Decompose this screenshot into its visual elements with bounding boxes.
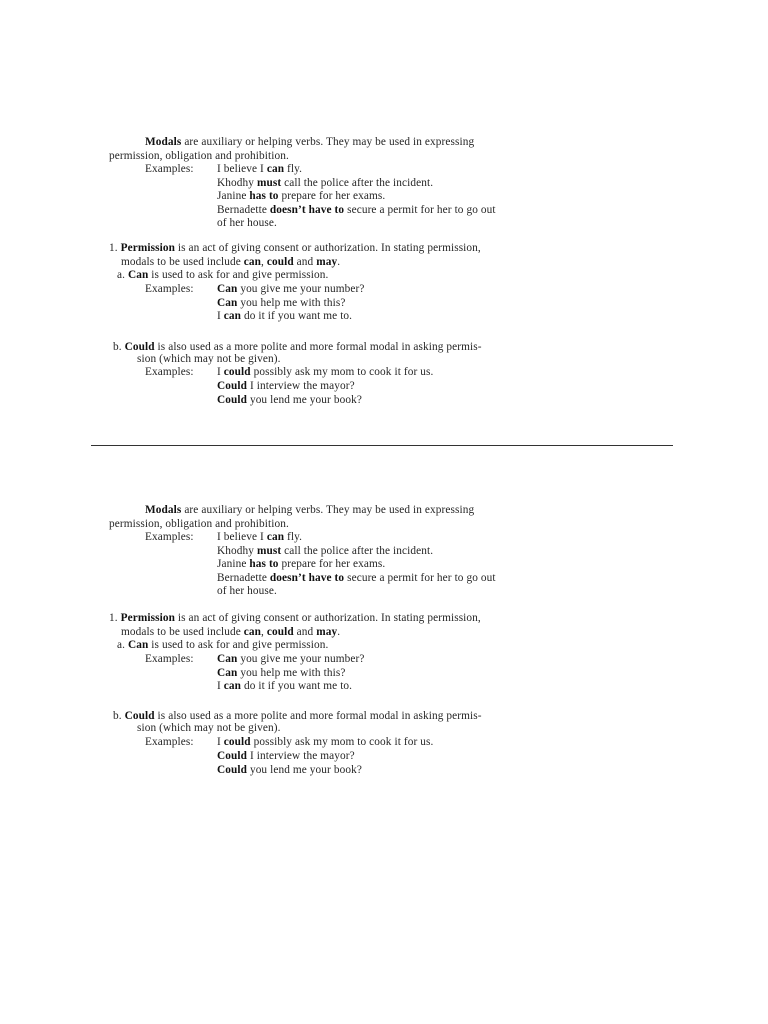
text-run: do it if you want me to.	[241, 680, 353, 692]
text-run: are auxiliary or helping verbs. They may be used in expressing	[181, 136, 475, 148]
bold-term: has to	[249, 558, 279, 570]
text-run: Bernadette	[217, 204, 270, 216]
bold-term: Permission	[120, 612, 175, 624]
bold-term: Can	[217, 283, 238, 295]
permission-definition	[109, 241, 481, 255]
can-heading	[117, 638, 328, 652]
example-sentence	[217, 282, 364, 296]
intro-line-continued	[109, 149, 289, 163]
text-run: secure a permit for her to go out	[344, 572, 496, 584]
text-run: Examples:	[145, 653, 194, 665]
bold-term: can	[243, 626, 262, 638]
bold-term: Can	[217, 667, 238, 679]
text-run: ,	[261, 256, 267, 268]
text-run: call the police after the incident.	[281, 545, 434, 557]
text-run: you give me your number?	[237, 283, 365, 295]
text-run: Khodhy	[217, 177, 257, 189]
text-run: I	[217, 680, 224, 692]
text-run: modals to be used include	[121, 626, 244, 638]
bold-term: must	[256, 177, 282, 189]
example-sentence	[217, 749, 355, 763]
text-run: ,	[261, 626, 267, 638]
bold-term: Could	[217, 750, 248, 762]
example-sentence	[217, 557, 385, 571]
text-run: is an act of giving consent or authorization. In stating permission,	[174, 612, 481, 624]
bold-term: Can	[127, 639, 149, 651]
bold-term: could	[266, 626, 294, 638]
text-run: are auxiliary or helping verbs. They may be used in expressing	[181, 504, 475, 516]
permission-modals	[121, 625, 340, 639]
text-run: you lend me your book?	[247, 764, 362, 776]
bold-term: Can	[127, 269, 149, 281]
text-run: permission, obligation and prohibition.	[109, 518, 289, 530]
text-run: and	[293, 256, 317, 268]
text-run: a.	[117, 639, 128, 651]
text-run: is used to ask for and give permission.	[148, 269, 329, 281]
example-sentence	[217, 679, 352, 693]
text-run: I	[217, 736, 224, 748]
could-heading-continued	[137, 352, 281, 366]
text-run: is an act of giving consent or authorization. In stating permission,	[174, 242, 481, 254]
bold-term: can	[223, 680, 242, 692]
example-sentence	[217, 652, 364, 666]
bold-term: Could	[217, 394, 248, 406]
text-run: Examples:	[145, 366, 194, 378]
text-run: you lend me your book?	[247, 394, 362, 406]
bold-term: may	[316, 256, 338, 268]
example-sentence	[217, 735, 433, 749]
examples-label	[145, 735, 194, 749]
text-run: I believe I	[217, 531, 267, 543]
can-heading	[117, 268, 328, 282]
intro-line	[145, 135, 474, 149]
examples-label	[145, 282, 194, 296]
example-sentence	[217, 571, 496, 585]
examples-label	[145, 530, 194, 544]
bold-term: Can	[217, 297, 238, 309]
text-run: is also used as a more polite and more formal modal in asking permis-	[154, 341, 482, 353]
text-run: call the police after the incident.	[281, 177, 434, 189]
text-run: fly.	[284, 163, 303, 175]
example-sentence	[217, 216, 277, 230]
text-run: you give me your number?	[237, 653, 365, 665]
text-run: Khodhy	[217, 545, 257, 557]
text-run: I interview the mayor?	[247, 380, 355, 392]
bold-term: can	[223, 310, 242, 322]
text-run: fly.	[284, 531, 303, 543]
text-run: sion (which may not be given).	[137, 353, 281, 365]
bold-term: can	[266, 531, 285, 543]
text-run: Examples:	[145, 163, 194, 175]
bold-term: can	[243, 256, 262, 268]
examples-label	[145, 162, 194, 176]
text-run: of her house.	[217, 585, 277, 597]
intro-line	[145, 503, 474, 517]
bold-term: could	[223, 736, 251, 748]
bold-term: Could	[217, 764, 248, 776]
example-sentence	[217, 309, 352, 323]
text-run: .	[337, 626, 341, 638]
bold-term: doesn’t have to	[269, 204, 345, 216]
example-sentence	[217, 763, 362, 777]
text-run: I	[217, 310, 224, 322]
bold-term: could	[223, 366, 251, 378]
example-sentence	[217, 162, 302, 176]
text-run: sion (which may not be given).	[137, 722, 281, 734]
text-run: is also used as a more polite and more formal modal in asking permis-	[154, 710, 482, 722]
text-run: you help me with this?	[237, 297, 346, 309]
bold-term: doesn’t have to	[269, 572, 345, 584]
text-run: Janine	[217, 190, 250, 202]
bold-term: may	[316, 626, 338, 638]
text-run: secure a permit for her to go out	[344, 204, 496, 216]
bold-term: must	[256, 545, 282, 557]
text-run: b.	[113, 710, 125, 722]
text-run: Janine	[217, 558, 250, 570]
text-run: 1.	[109, 612, 121, 624]
example-sentence	[217, 584, 277, 598]
example-sentence	[217, 666, 345, 680]
bold-term: Could	[124, 341, 155, 353]
could-heading-continued	[137, 721, 281, 735]
text-run: possibly ask my mom to cook it for us.	[250, 366, 434, 378]
text-run: is used to ask for and give permission.	[148, 639, 329, 651]
modals-handout-top	[0, 0, 768, 406]
text-run: Examples:	[145, 283, 194, 295]
text-run: Bernadette	[217, 572, 270, 584]
text-run: I interview the mayor?	[247, 750, 355, 762]
text-run: do it if you want me to.	[241, 310, 353, 322]
intro-line-continued	[109, 517, 289, 531]
bold-term: Modals	[145, 504, 182, 516]
bold-term: Could	[217, 380, 248, 392]
text-run: possibly ask my mom to cook it for us.	[250, 736, 434, 748]
example-sentence	[217, 203, 496, 217]
example-sentence	[217, 176, 433, 190]
text-run: I believe I	[217, 163, 267, 175]
bold-term: has to	[249, 190, 279, 202]
text-run: 1.	[109, 242, 121, 254]
examples-label	[145, 652, 194, 666]
text-run: prepare for her exams.	[278, 558, 386, 570]
permission-definition	[109, 611, 481, 625]
text-run: you help me with this?	[237, 667, 346, 679]
bold-term: could	[266, 256, 294, 268]
text-run: prepare for her exams.	[278, 190, 386, 202]
bold-term: can	[266, 163, 285, 175]
bold-term: Can	[217, 653, 238, 665]
text-run: modals to be used include	[121, 256, 244, 268]
example-sentence	[217, 530, 302, 544]
bold-term: Permission	[120, 242, 175, 254]
modals-handout-bottom	[0, 368, 768, 776]
example-sentence	[217, 189, 385, 203]
text-run: permission, obligation and prohibition.	[109, 150, 289, 162]
text-run: of her house.	[217, 217, 277, 229]
text-run: I	[217, 366, 224, 378]
text-run: Examples:	[145, 736, 194, 748]
text-run: a.	[117, 269, 128, 281]
text-run: Examples:	[145, 531, 194, 543]
text-run: .	[337, 256, 341, 268]
permission-modals	[121, 255, 340, 269]
example-sentence	[217, 296, 345, 310]
text-run: b.	[113, 341, 125, 353]
example-sentence	[217, 544, 433, 558]
bold-term: Could	[124, 710, 155, 722]
bold-term: Modals	[145, 136, 182, 148]
text-run: and	[293, 626, 317, 638]
